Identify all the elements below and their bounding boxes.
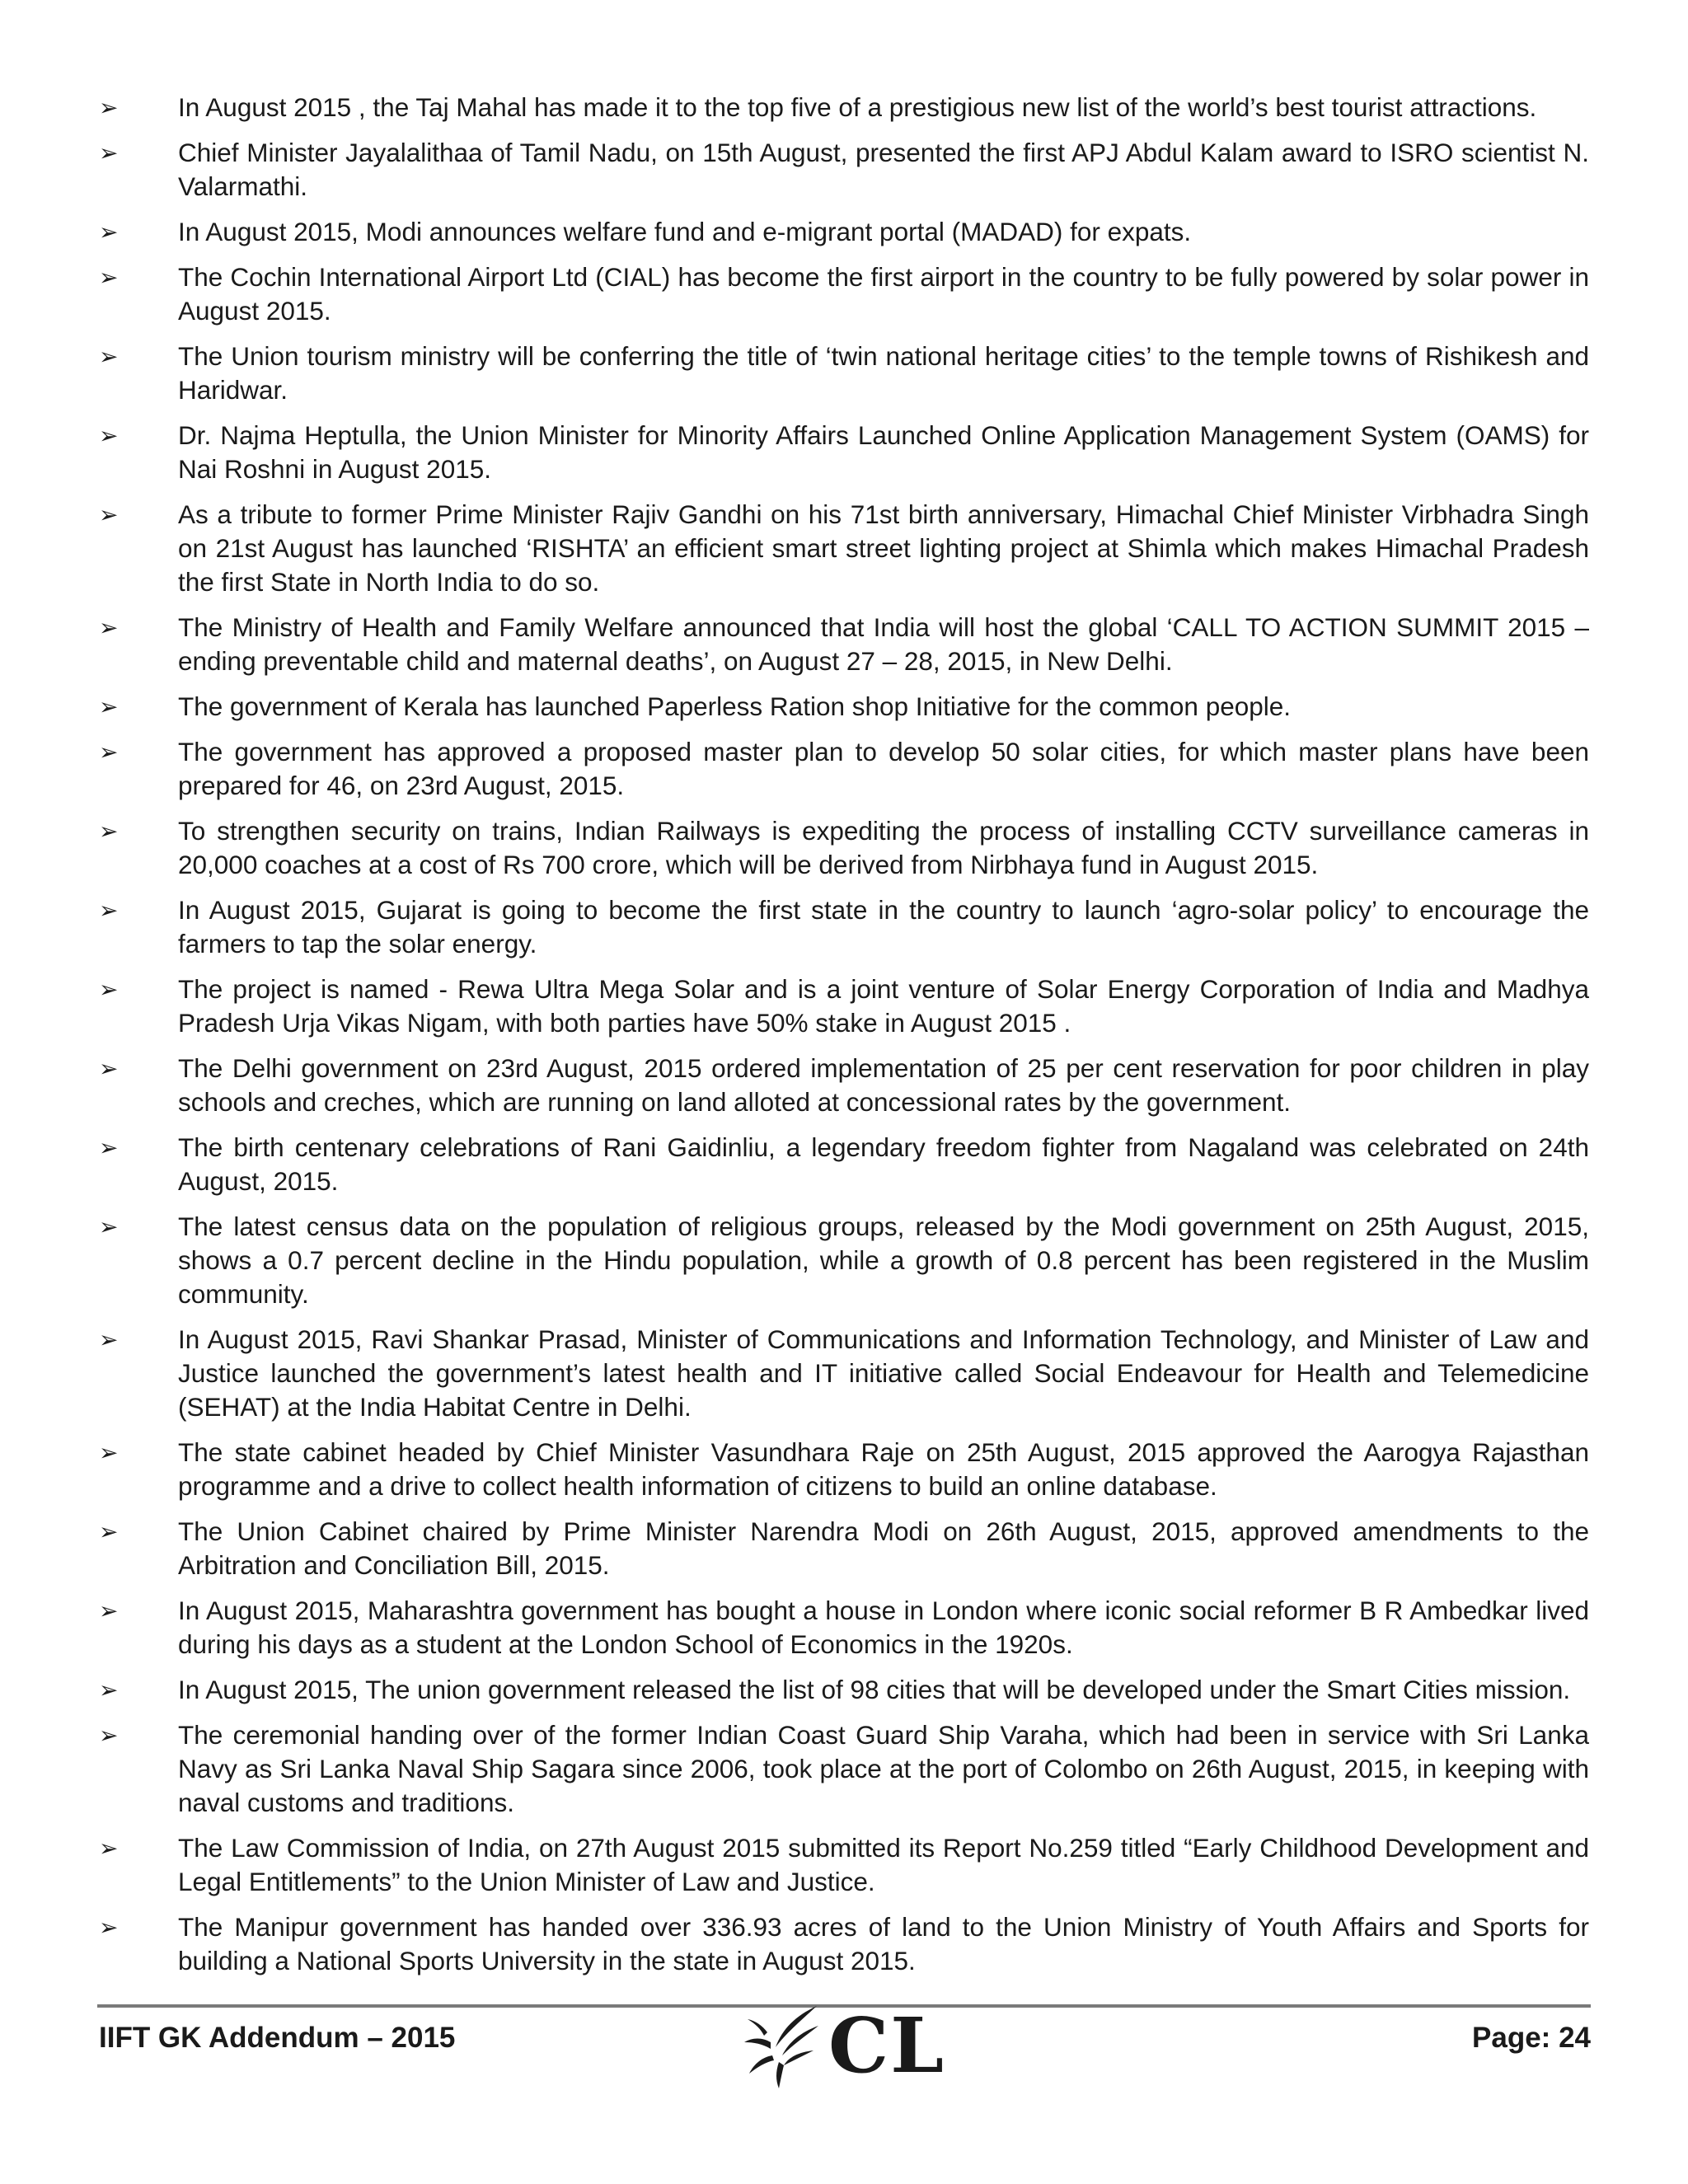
bullet-text: The government has approved a proposed master plan to develop 50 solar cities, for which master plans have been prepared for 46, on 23rd August, 2015. [178, 737, 1589, 800]
bullet-text: The project is named - Rewa Ultra Mega Solar and is a joint venture of Solar Energy Corporation of India and Madhya Pradesh Urja Vikas Nigam, with both parties have 50% stake in August 2015 . [178, 974, 1589, 1038]
arrowhead-bullet-icon: ➢ [99, 1055, 119, 1082]
bullet-text: In August 2015, Maharashtra government has bought a house in London where iconic social reformer B R Ambedkar lived during his days as a student at the London School of Economics in the 1920s. [178, 1596, 1589, 1659]
arrowhead-bullet-icon: ➢ [99, 1326, 119, 1353]
arrowhead-bullet-icon: ➢ [99, 1213, 119, 1240]
list-item [99, 215, 1589, 249]
list-item [99, 1910, 1589, 1978]
list-item [99, 1594, 1589, 1661]
arrowhead-bullet-icon: ➢ [99, 139, 119, 166]
bullet-text: The latest census data on the population of religious groups, released by the Modi government on 25th August, 2015, shows a 0.7 percent decline in the Hindu population, while a growth of 0.8 percent has been registered in the Muslim community. [178, 1212, 1589, 1309]
bullet-text: Dr. Najma Heptulla, the Union Minister for Minority Affairs Launched Online Application Management System (OAMS) for Nai Roshni in August 2015. [178, 420, 1589, 484]
list-item [99, 1052, 1589, 1119]
news-bullet-list [99, 91, 1589, 1990]
bullet-text: The Delhi government on 23rd August, 2015 ordered implementation of 25 per cent reservation for poor children in play schools and creches, which are running on land alloted at concessional rates by the government. [178, 1053, 1589, 1117]
arrowhead-bullet-icon: ➢ [99, 422, 119, 449]
bullet-text: To strengthen security on trains, Indian Railways is expediting the process of installing CCTV surveillance cameras in 20,000 coaches at a cost of Rs 700 crore, which will be derived from Nirbhaya fund in August 2015. [178, 816, 1589, 879]
arrowhead-bullet-icon: ➢ [99, 693, 119, 720]
arrowhead-bullet-icon: ➢ [99, 343, 119, 370]
list-item [99, 893, 1589, 961]
list-item [99, 1718, 1589, 1820]
arrowhead-bullet-icon: ➢ [99, 738, 119, 766]
logo-wordmark: CL [828, 2001, 945, 2090]
bullet-text: The Cochin International Airport Ltd (CIAL) has become the first airport in the country to be fully powered by solar power in August 2015. [178, 262, 1589, 326]
list-item [99, 1515, 1589, 1582]
list-item [99, 611, 1589, 678]
arrowhead-bullet-icon: ➢ [99, 1134, 119, 1161]
list-item [99, 498, 1589, 599]
list-item [99, 690, 1589, 724]
arrowhead-bullet-icon: ➢ [99, 1439, 119, 1466]
arrowhead-bullet-icon: ➢ [99, 818, 119, 845]
bullet-text: The ceremonial handing over of the former Indian Coast Guard Ship Varaha, which had been in service with Sri Lanka Navy as Sri Lanka Naval Ship Sagara since 2006, took place at the port of Colombo on 26th August, 2015, in keeping with naval customs and traditions. [178, 1720, 1589, 1817]
footer-logo [738, 2001, 952, 2092]
arrowhead-bullet-icon: ➢ [99, 264, 119, 291]
page-number: Page: 24 [1472, 2022, 1591, 2054]
bullet-text: The Union tourism ministry will be conferring the title of ‘twin national heritage cities’ to the temple towns of Rishikesh and Haridwar. [178, 341, 1589, 405]
list-item [99, 814, 1589, 882]
arrowhead-bullet-icon: ➢ [99, 976, 119, 1003]
list-item [99, 91, 1589, 124]
list-item [99, 340, 1589, 407]
list-item [99, 1436, 1589, 1503]
arrowhead-bullet-icon: ➢ [99, 94, 119, 121]
list-item [99, 136, 1589, 204]
bullet-text: In August 2015, Gujarat is going to become the first state in the country to launch ‘agro-solar policy’ to encourage the farmers to tap the solar energy. [178, 895, 1589, 958]
arrowhead-bullet-icon: ➢ [99, 614, 119, 641]
list-item [99, 1673, 1589, 1707]
arrowhead-bullet-icon: ➢ [99, 501, 119, 528]
bullet-text: In August 2015, The union government released the list of 98 cities that will be developed under the Smart Cities mission. [178, 1675, 1571, 1704]
bullet-text: The government of Kerala has launched Paperless Ration shop Initiative for the common people. [178, 691, 1292, 721]
arrowhead-bullet-icon: ➢ [99, 1914, 119, 1941]
arrowhead-bullet-icon: ➢ [99, 1676, 119, 1704]
bullet-text: Chief Minister Jayalalithaa of Tamil Nadu, on 15th August, presented the first APJ Abdul Kalam award to ISRO scientist N. Valarmathi. [178, 138, 1589, 201]
list-item [99, 419, 1589, 486]
swirl-logo-icon [738, 2001, 828, 2092]
footer-document-title: IIFT GK Addendum – 2015 [99, 2022, 456, 2054]
list-item [99, 1323, 1589, 1424]
arrowhead-bullet-icon: ➢ [99, 1722, 119, 1749]
bullet-text: The state cabinet headed by Chief Minister Vasundhara Raje on 25th August, 2015 approved the Aarogya Rajasthan programme and a drive to collect health information of citizens to build an online database. [178, 1437, 1589, 1501]
bullet-text: In August 2015, Modi announces welfare fund and e-migrant portal (MADAD) for expats. [178, 217, 1192, 246]
arrowhead-bullet-icon: ➢ [99, 897, 119, 924]
bullet-text: In August 2015, Ravi Shankar Prasad, Minister of Communications and Information Technology, and Minister of Law and Justice launched the government’s latest health and IT initiative called Social Endeavour for Health and Telemedicine (SEHAT) at the India Habitat Centre in Delhi. [178, 1324, 1589, 1422]
bullet-text: In August 2015 , the Taj Mahal has made it to the top five of a prestigious new list of the world’s best tourist attractions. [178, 92, 1537, 122]
arrowhead-bullet-icon: ➢ [99, 1597, 119, 1624]
bullet-text: The Ministry of Health and Family Welfare announced that India will host the global ‘CALL TO ACTION SUMMIT 2015 – ending preventable child and maternal deaths’, on August 27 – 28, 2015, in New Delhi. [178, 612, 1589, 676]
list-item [99, 1210, 1589, 1311]
bullet-text: The birth centenary celebrations of Rani Gaidinliu, a legendary freedom fighter from Nagaland was celebrated on 24th August, 2015. [178, 1132, 1589, 1196]
arrowhead-bullet-icon: ➢ [99, 218, 119, 246]
arrowhead-bullet-icon: ➢ [99, 1835, 119, 1862]
list-item [99, 735, 1589, 803]
bullet-text: The Union Cabinet chaired by Prime Minister Narendra Modi on 26th August, 2015, approved amendments to the Arbitration and Conciliation Bill, 2015. [178, 1516, 1589, 1580]
bullet-text: The Manipur government has handed over 336.93 acres of land to the Union Ministry of Youth Affairs and Sports for building a National Sports University in the state in August 2015. [178, 1912, 1589, 1975]
arrowhead-bullet-icon: ➢ [99, 1518, 119, 1545]
bullet-text: The Law Commission of India, on 27th August 2015 submitted its Report No.259 titled “Early Childhood Development and Legal Entitlements” to the Union Minister of Law and Justice. [178, 1833, 1589, 1896]
list-item [99, 972, 1589, 1040]
list-item [99, 1831, 1589, 1899]
bullet-text: As a tribute to former Prime Minister Rajiv Gandhi on his 71st birth anniversary, Himachal Chief Minister Virbhadra Singh on 21st August has launched ‘RISHTA’ an efficient smart street lighting project at Shimla which makes Himachal Pradesh the first State in North India to do so. [178, 499, 1589, 597]
list-item [99, 260, 1589, 328]
list-item [99, 1131, 1589, 1198]
